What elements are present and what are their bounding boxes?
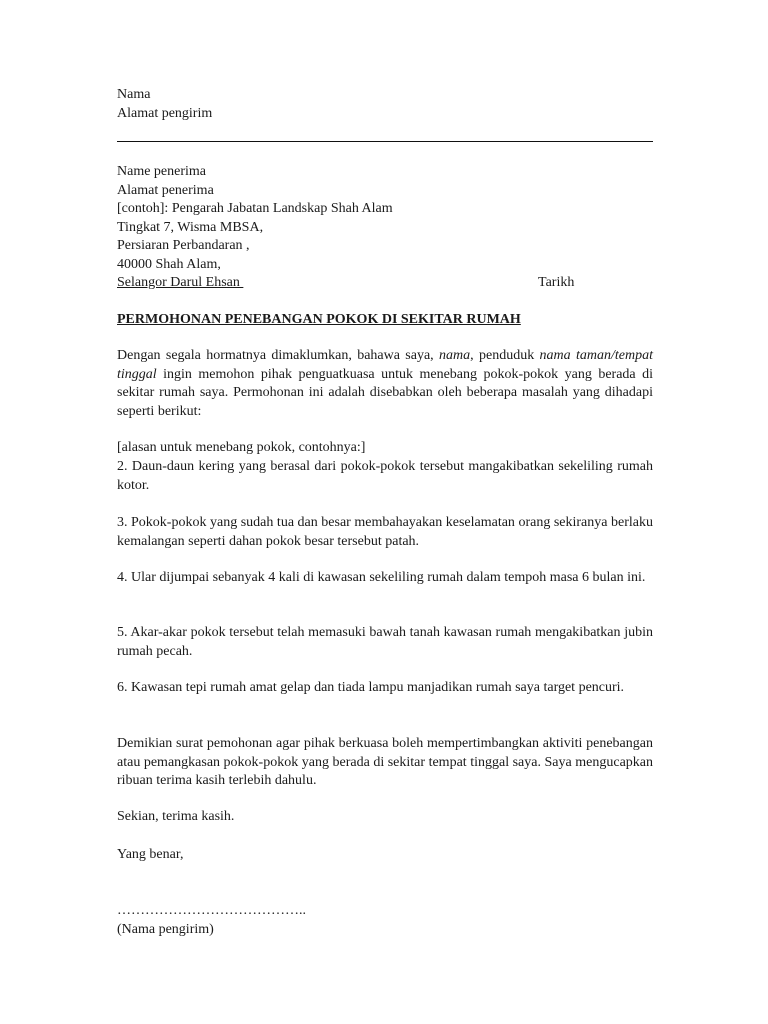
letter-subject: PERMOHONAN PENEBANGAN POKOK DI SEKITAR RUMAH xyxy=(117,312,521,327)
reasons-heading-block xyxy=(117,439,653,458)
reasons-heading: [alasan untuk menebang pokok, contohnya:] xyxy=(117,440,366,455)
signature-block xyxy=(117,902,653,939)
recipient-line-1: Tingkat 7, Wisma MBSA, xyxy=(117,219,264,235)
sender-name: Nama xyxy=(117,87,151,102)
closing-paragraph: Demikian surat pemohonan agar pihak berkuasa boleh mempertimbangkan aktiviti penebangan atau pemangkasan pokok-pokok yang berada di sekitar tempat tinggal saya. Saya mengucapkan ribuan terima kasih terlebih dahulu. xyxy=(117,736,653,788)
place-placeholder: nama taman/tempat tinggal xyxy=(117,348,653,382)
recipient-line-2: Persiaran Perbandaran , xyxy=(117,238,250,253)
yours-block xyxy=(117,846,653,865)
reason-item-6: 6. Kawasan tepi rumah amat gelap dan tiada lampu manjadikan rumah saya target pencuri. xyxy=(117,680,625,695)
reason-item-4: 4. Ular dijumpai sebanyak 4 kali di kawasan sekeliling rumah dalam tempoh masa 6 bulan ini. xyxy=(117,570,646,585)
reason-item-3: 3. Pokok-pokok yang sudah tua dan besar membahayakan keselamatan orang sekiranya berlaku kemalangan seperti dahan pokok besar tersebut patah. xyxy=(117,515,653,549)
sign-off-block xyxy=(117,808,653,827)
recipient-address: Alamat penerima xyxy=(117,182,214,198)
intro-paragraph xyxy=(117,347,653,421)
sender-address: Alamat pengirim xyxy=(117,105,213,121)
intro-part-1: Dengan segala hormatnya dimaklumkan, bahawa saya, xyxy=(117,348,440,363)
yours-truly: Yang benar, xyxy=(117,847,184,862)
intro-part-2: , penduduk xyxy=(470,348,540,363)
signature-name: (Nama pengirim) xyxy=(117,921,214,937)
signature-line: ………………………………….. xyxy=(117,903,306,918)
name-placeholder: nama xyxy=(439,348,471,363)
recipient-example: [contoh]: Pengarah Jabatan Landskap Shah Alam xyxy=(117,201,393,216)
intro-part-3: ingin memohon pihak penguatkuasa untuk menebang pokok-pokok yang berada di sekitar rumah saya. Permohonan ini adalah disebabkan oleh beberapa masalah yang dihadapi seperti berikut: xyxy=(117,366,653,419)
subject-block xyxy=(117,311,653,330)
reason-item-5: 5. Akar-akar pokok tersebut telah memasuki bawah tanah kawasan rumah mengakibatkan jubin rumah pecah. xyxy=(117,625,653,659)
sign-off: Sekian, terima kasih. xyxy=(117,809,235,824)
recipient-name: Name penerima xyxy=(117,164,207,179)
recipient-line-3: 40000 Shah Alam, xyxy=(117,256,221,272)
reason-item-2: 2. Daun-daun kering yang berasal dari pokok-pokok tersebut mangakibatkan sekeliling rumah kotor. xyxy=(117,459,653,493)
recipient-line-4: Selangor Darul Ehsan xyxy=(117,275,244,290)
sender-block xyxy=(117,86,653,123)
recipient-last-row xyxy=(117,274,653,293)
header-divider xyxy=(117,141,653,142)
recipient-block xyxy=(117,163,653,293)
date-label: Tarikh xyxy=(538,275,575,290)
